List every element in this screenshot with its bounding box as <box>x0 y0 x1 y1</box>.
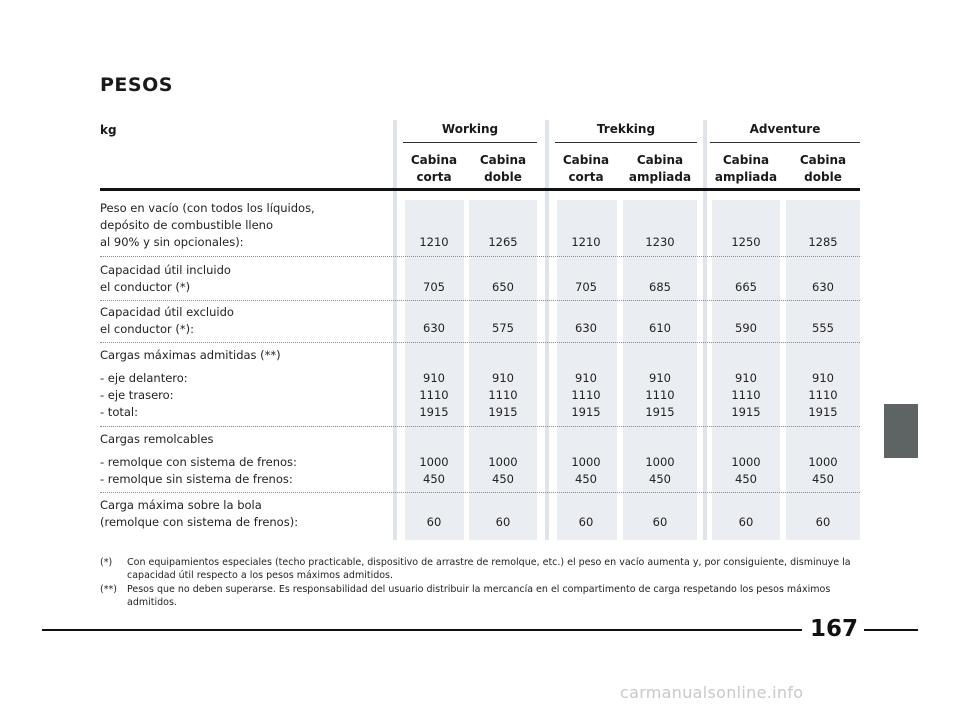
row-divider <box>100 256 860 257</box>
table-cell: 590 <box>735 321 757 335</box>
row-label: Cargas remolcables <box>100 432 214 446</box>
row-sublabels: - remolque con sistema de frenos: - remolque sin sistema de frenos: <box>100 455 297 486</box>
table-cell: 705 <box>423 280 445 294</box>
row-label: Peso en vacío (con todos los líquidos, depósito de combustible lleno al 90% y sin opcionales): <box>100 201 315 249</box>
watermark-text: carmanualsonline.info <box>620 683 804 702</box>
column-header: Cabina ampliada <box>628 153 692 184</box>
table-cell: 630 <box>812 280 834 294</box>
table-cell: 665 <box>735 280 757 294</box>
row-divider <box>100 492 860 493</box>
table-cell: 910 1110 1915 <box>731 371 761 419</box>
table-cell: 60 <box>495 515 511 529</box>
table-cell: 910 1110 1915 <box>488 371 518 419</box>
table-cell: 630 <box>423 321 445 335</box>
group-rule <box>403 142 537 143</box>
row-label: Cargas máximas admitidas (**) <box>100 348 281 362</box>
unit-label: kg <box>100 123 117 137</box>
footer-rule <box>864 629 918 631</box>
table-cell: 60 <box>578 515 594 529</box>
row-divider <box>100 342 860 343</box>
table-cell: 910 1110 1915 <box>808 371 838 419</box>
table-cell: 60 <box>815 515 831 529</box>
column-header: Cabina corta <box>410 153 458 184</box>
table-cell: 1000 450 <box>731 455 761 486</box>
page-number: 167 <box>809 616 858 642</box>
group-working: Working <box>441 122 499 136</box>
table-cell: 575 <box>492 321 514 335</box>
row-divider <box>100 426 860 427</box>
column-separator <box>703 120 707 540</box>
row-divider <box>100 300 860 301</box>
table-cell: 1230 <box>645 235 675 249</box>
group-rule <box>710 142 860 143</box>
table-cell: 60 <box>652 515 668 529</box>
table-cell: 1210 <box>419 235 449 249</box>
group-rule <box>555 142 697 143</box>
table-cell: 60 <box>426 515 442 529</box>
group-adventure: Adventure <box>749 122 821 136</box>
footnotes <box>100 556 860 610</box>
column-header: Cabina ampliada <box>714 153 778 184</box>
footnote: (**) Pesos que no deben superarse. Es responsabilidad del usuario distribuir la mercancía en el compartimento de carga respetando los pesos máximos admitidos. <box>100 584 831 608</box>
table-cell: 910 1110 1915 <box>645 371 675 419</box>
row-label: Carga máxima sobre la bola (remolque con sistema de frenos): <box>100 498 299 529</box>
table-cell: 1250 <box>731 235 761 249</box>
table-cell: 630 <box>575 321 597 335</box>
group-trekking: Trekking <box>596 122 656 136</box>
table-cell: 1000 450 <box>645 455 675 486</box>
table-cell: 1285 <box>808 235 838 249</box>
table-cell: 1000 450 <box>808 455 838 486</box>
table-cell: 910 1110 1915 <box>571 371 601 419</box>
column-header: Cabina doble <box>479 153 527 184</box>
footer-rule <box>42 629 802 631</box>
row-label: Capacidad útil incluido el conductor (*) <box>100 263 231 294</box>
column-header: Cabina corta <box>562 153 610 184</box>
chapter-tab <box>884 404 918 458</box>
table-cell: 1210 <box>571 235 601 249</box>
table-cell: 1000 450 <box>488 455 518 486</box>
table-cell: 685 <box>649 280 671 294</box>
table-cell: 705 <box>575 280 597 294</box>
table-cell: 555 <box>812 321 834 335</box>
row-sublabels: - eje delantero: - eje trasero: - total: <box>100 371 188 419</box>
header-rule <box>100 188 860 191</box>
table-cell: 1000 450 <box>571 455 601 486</box>
table-cell: 1000 450 <box>419 455 449 486</box>
row-label: Capacidad útil excluido el conductor (*): <box>100 305 234 336</box>
column-header: Cabina doble <box>799 153 847 184</box>
table-cell: 910 1110 1915 <box>419 371 449 419</box>
table-cell: 1265 <box>488 235 518 249</box>
column-separator <box>545 120 549 540</box>
footnote: (*) Con equipamientos especiales (techo practicable, dispositivo de arrastre de remolque, etc.) el peso en vacío aumenta y, por consiguiente, disminuye la capacidad útil respecto a los pesos máximos admitidos. <box>100 557 851 581</box>
table-cell: 610 <box>649 321 671 335</box>
table-cell: 60 <box>738 515 754 529</box>
table-cell: 650 <box>492 280 514 294</box>
column-separator <box>393 120 397 540</box>
page-title: PESOS <box>100 74 173 96</box>
